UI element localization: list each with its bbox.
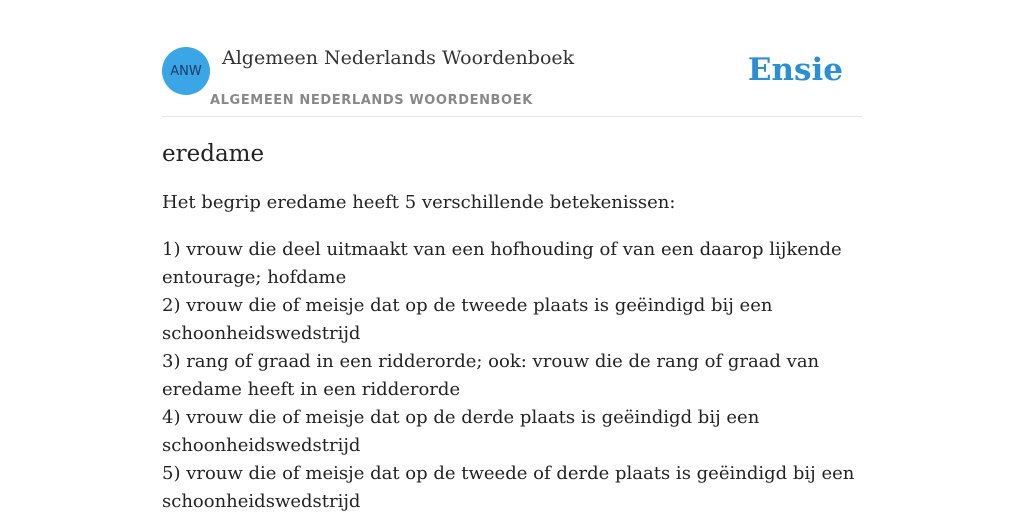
ensie-logo[interactable]: Ensie [747, 52, 843, 88]
definition-item: 5) vrouw die of meisje dat op de tweede of derde plaats is geëindigd bij een schoonheidswedstrijd [162, 463, 855, 512]
source-title[interactable]: Algemeen Nederlands Woordenboek [222, 47, 575, 69]
source-subtitle: ALGEMEEN NEDERLANDS WOORDENBOEK [210, 93, 533, 108]
definition-list [162, 236, 862, 512]
entry-content [162, 138, 862, 512]
definition-item: 2) vrouw die of meisje dat op de tweede plaats is geëindigd bij een schoonheidswedstrijd [162, 295, 773, 344]
logo-text: ANW [170, 63, 202, 79]
definition-item: 3) rang of graad in een ridderorde; ook: vrouw die de rang of graad van eredame heeft in een ridderorde [162, 351, 820, 400]
definition-item: 1) vrouw die deel uitmaakt van een hofhouding of van een daarop lijkende entourage; hofdame [162, 239, 842, 288]
entry-term: eredame [162, 141, 265, 167]
entry-intro: Het begrip eredame heeft 5 verschillende betekenissen: [162, 192, 676, 213]
definition-item: 4) vrouw die of meisje dat op de derde plaats is geëindigd bij een schoonheidswedstrijd [162, 407, 760, 456]
anw-logo[interactable] [162, 47, 210, 95]
page-header [162, 46, 862, 117]
